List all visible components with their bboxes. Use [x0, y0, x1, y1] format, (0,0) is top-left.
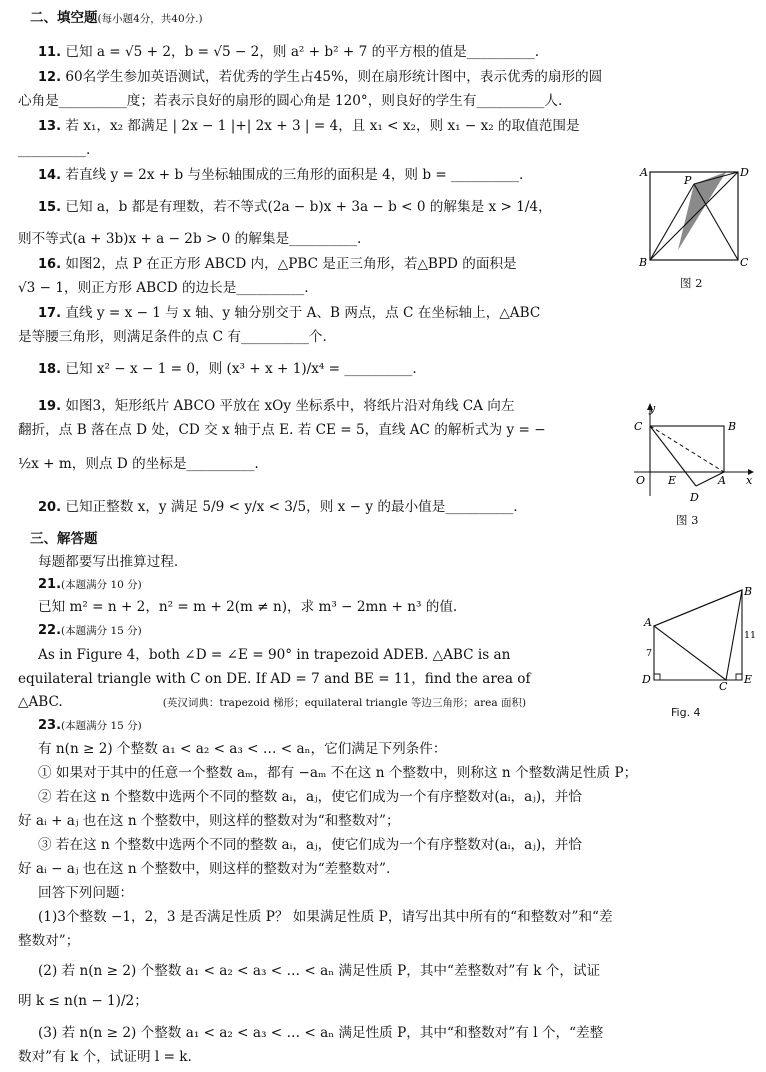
question-22-header [38, 621, 142, 640]
question-23-condition-2-line-2: 好 aᵢ + aⱼ 也在这 n 个整数中，则这样的整数对为“和整数对”； [18, 813, 400, 829]
question-number: 17. [38, 306, 62, 321]
question-23-condition-3: ③ 若在这 n 个整数中选两个不同的整数 aᵢ，aⱼ，使它们成为一个有序整数对(aᵢ，aⱼ)，并恰 [38, 837, 582, 853]
question-22-line-2: equilateral triangle with C on DE. If AD = 7 and BE = 11，find the area of [18, 671, 531, 687]
label-d: D [740, 166, 749, 179]
triangle-abc [654, 590, 742, 680]
question-15 [38, 198, 552, 217]
label-c: C [740, 256, 749, 267]
question-23-ask: 回答下列问题： [38, 885, 134, 901]
label-c: C [634, 420, 643, 433]
question-11 [38, 43, 539, 62]
length-ad: 7 [646, 648, 653, 659]
label-o: O [636, 474, 646, 487]
question-23-part-1-line-2: 整数对”； [18, 933, 80, 949]
label-c: C [719, 680, 728, 690]
figure-4-caption: Fig. 4 [671, 706, 701, 719]
question-score: (本题满分 10 分) [61, 579, 142, 591]
label-d: D [642, 673, 651, 686]
figure-2-square-diagram [638, 162, 758, 267]
question-number: 13. [38, 119, 62, 134]
right-angle-d [654, 674, 660, 680]
question-number: 11. [38, 45, 62, 60]
question-text: 若 x₁，x₂ 都满足 | 2x − 1 |+| 2x + 3 | = 4，且 x₁ < x₂，则 x₁ − x₂ 的取值范围是 [65, 118, 580, 134]
question-23-part-1: (1)3个整数 −1，2，3 是否满足性质 P？ 如果满足性质 P，请写出其中所有的“和整数对”和“差 [38, 909, 613, 925]
question-number: 21. [38, 577, 62, 592]
diagonal-ca [650, 426, 724, 472]
question-number: 23. [38, 718, 62, 733]
question-19-line-2: 翻折，点 B 落在点 D 处，CD 交 x 轴于点 E. 若 CE = 5，直线 AC 的解析式为 y = − [18, 422, 546, 438]
question-number: 20. [38, 500, 62, 515]
label-b: B [639, 256, 648, 267]
question-text: 若直线 y = 2x + b 与坐标轴围成的三角形的面积是 4，则 b = __________. [65, 167, 524, 183]
figure-3-caption: 图 3 [676, 513, 699, 527]
right-angle-e [736, 674, 742, 680]
question-16-line-2: √3 − 1，则正方形 ABCD 的边长是__________. [18, 280, 309, 296]
figure-4-trapezoid-diagram [640, 582, 756, 690]
question-16 [38, 255, 517, 274]
question-number: 12. [38, 70, 62, 85]
question-text: 如图2，点 P 在正方形 ABCD 内，△PBC 是正三角形，若△BPD 的面积是 [65, 256, 517, 272]
question-23-intro: 有 n(n ≥ 2) 个整数 a₁ < a₂ < a₃ < … < aₙ，它们满足下列条件： [38, 741, 447, 757]
question-12-line-2: 心角是__________度；若表示良好的扇形的圆心角是 120°，则良好的学生有__________人. [18, 93, 563, 109]
question-23-condition-3-line-2: 好 aᵢ − aⱼ 也在这 n 个整数中，则这样的整数对为“差整数对”. [18, 861, 391, 877]
length-be: 11 [744, 630, 756, 641]
label-e: E [668, 474, 677, 487]
question-19 [38, 397, 515, 416]
question-score: (本题满分 15 分) [61, 720, 142, 732]
question-14 [38, 166, 523, 185]
question-13 [38, 117, 580, 136]
question-23-part-3-line-2: 数对”有 k 个，试证明 l = k. [18, 1049, 192, 1065]
section-3-title-text: 三、解答题 [30, 531, 98, 547]
question-22-line-1: As in Figure 4，both ∠D = ∠E = 90° in trapezoid ADEB. △ABC is an [38, 647, 511, 663]
question-23-header [38, 716, 142, 735]
question-17 [38, 304, 540, 323]
question-number: 14. [38, 168, 62, 183]
question-19-line-3: ½x + m，则点 D 的坐标是__________. [18, 456, 259, 472]
question-22-line-3 [18, 693, 526, 712]
label-b: B [744, 585, 753, 598]
question-23-condition-2: ② 若在这 n 个整数中选两个不同的整数 aᵢ，aⱼ，使它们成为一个有序整数对(aᵢ，aⱼ)，并恰 [38, 789, 582, 805]
question-number: 15. [38, 200, 62, 215]
question-score: (本题满分 15 分) [61, 625, 142, 637]
label-b: B [728, 420, 737, 433]
figure-2-caption: 图 2 [680, 276, 703, 290]
question-text: 已知 a，b 都是有理数，若不等式(2a − b)x + 3a − b < 0 的解集是 x > 1/4， [65, 199, 552, 215]
section-2-heading [30, 9, 203, 28]
question-text: 直线 y = x − 1 与 x 轴、y 轴分别交于 A、B 两点，点 C 在坐标轴上，△ABC [65, 305, 541, 321]
question-21-text: 已知 m² = n + 2，n² = m + 2(m ≠ n)，求 m³ − 2mn + n³ 的值. [38, 599, 458, 615]
label-a: A [640, 166, 648, 179]
question-text: 如图3，矩形纸片 ABCO 平放在 xOy 坐标系中，将纸片沿对角线 CA 向左 [65, 398, 515, 414]
label-x: x [746, 474, 753, 487]
question-13-line-2: __________. [18, 142, 91, 158]
question-12 [38, 68, 602, 87]
question-22-gloss: (英汉词典：trapezoid 梯形；equilateral triangle 等边三角形；area 面积) [162, 697, 527, 709]
question-20 [38, 498, 518, 517]
label-y: y [649, 402, 656, 415]
section-3-title [30, 530, 98, 548]
question-23-part-2-line-2: 明 k ≤ n(n − 1)/2； [18, 993, 148, 1009]
label-a: A [718, 474, 726, 487]
question-23-part-2: (2) 若 n(n ≥ 2) 个整数 a₁ < a₂ < a₃ < … < aₙ 满足性质 P，其中“差整数对”有 k 个，试证 [38, 963, 601, 979]
section-3-note: 每题都要写出推算过程. [38, 554, 179, 570]
section-2-note: (每小题4分，共40分.) [97, 13, 203, 25]
question-text: 60名学生参加英语测试，若优秀的学生占45%，则在扇形统计图中，表示优秀的扇形的圆 [65, 69, 603, 85]
question-18 [38, 360, 417, 379]
figure-3-coordinate-diagram [628, 400, 756, 510]
label-e: E [744, 673, 753, 686]
section-2-title: 二、填空题 [30, 10, 98, 26]
question-number: 22. [38, 623, 62, 638]
label-p: P [684, 174, 692, 187]
question-text: 已知正整数 x，y 满足 5/9 < y/x < 3/5，则 x − y 的最小值是__________. [65, 499, 518, 515]
question-number: 16. [38, 257, 62, 272]
question-text: 已知 a = √5 + 2，b = √5 − 2，则 a² + b² + 7 的平方根的值是__________. [65, 44, 540, 60]
label-d: D [690, 491, 699, 504]
question-number: 18. [38, 362, 62, 377]
question-17-line-2: 是等腰三角形，则满足条件的点 C 有__________个. [18, 329, 327, 345]
question-text: 已知 x² − x − 1 = 0，则 (x³ + x + 1)/x⁴ = __________. [65, 361, 417, 377]
question-21-header [38, 575, 142, 594]
question-22-text: △ABC. [18, 694, 63, 710]
question-15-line-2: 则不等式(a + 3b)x + a − 2b > 0 的解集是__________. [18, 231, 362, 247]
question-number: 19. [38, 399, 62, 414]
label-a: A [644, 616, 652, 629]
question-23-condition-1: ① 如果对于其中的任意一个整数 aₘ，都有 −aₘ 不在这 n 个整数中，则称这 n 个整数满足性质 P； [38, 765, 638, 781]
question-23-part-3: (3) 若 n(n ≥ 2) 个整数 a₁ < a₂ < a₃ < … < aₙ 满足性质 P，其中“和整数对”有 l 个，“差整 [38, 1025, 604, 1041]
